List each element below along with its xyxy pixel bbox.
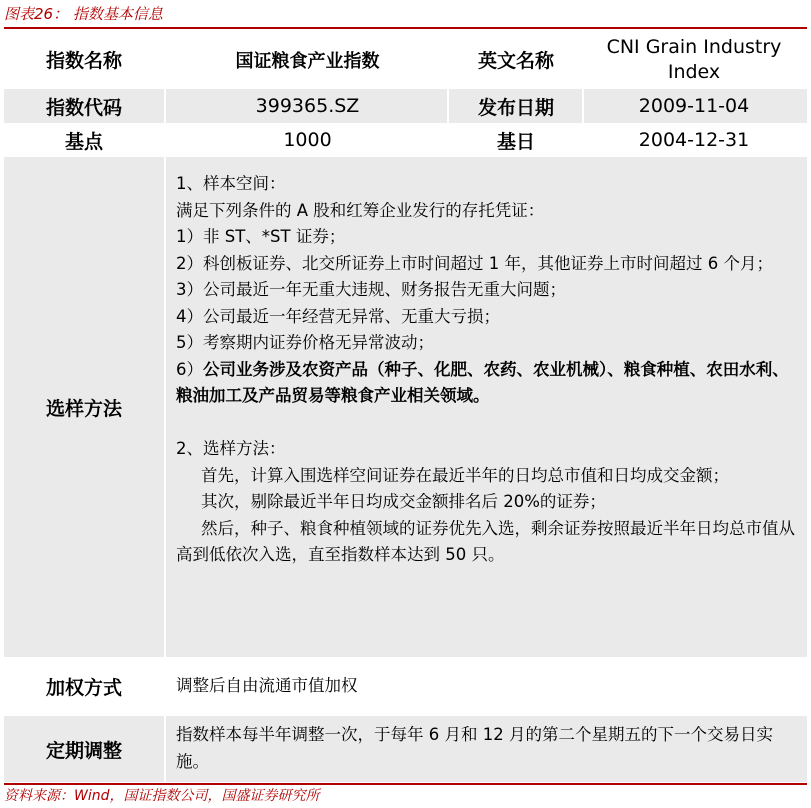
- row-base: [4, 124, 807, 156]
- value-english-name: [581, 31, 807, 88]
- condition-6: [176, 357, 798, 410]
- condition-3: 3）公司最近一年无重大违规、财务报告无重大问题；: [176, 280, 566, 299]
- value-index-code: 399365.SZ: [255, 95, 360, 117]
- condition-6-prefix: 6）: [176, 359, 203, 379]
- label-weighting: 加权方式: [45, 677, 122, 699]
- section2-title: 2、选样方法：: [176, 439, 286, 458]
- label-base-date: 基日: [496, 130, 535, 153]
- condition-1: 1）非 ST、*ST 证券；: [176, 227, 346, 246]
- english-name-line1: CNI Grain Industry: [606, 35, 782, 58]
- value-base-point: 1000: [283, 129, 332, 151]
- value-index-name: 国证粮食产业指数: [235, 50, 380, 72]
- step-1: 首先，计算入围选样空间证券在最近半年的日均总市值和日均成交金额；: [201, 465, 729, 485]
- selection-method-content: [176, 171, 798, 569]
- value-release-date: 2009-11-04: [638, 95, 750, 117]
- divider: [164, 716, 166, 782]
- spacer: [176, 410, 798, 437]
- value-base-date: 2004-12-31: [638, 129, 750, 151]
- label-english-name: 英文名称: [477, 50, 554, 72]
- condition-5: 5）考察期内证券价格无异常波动；: [176, 333, 434, 352]
- label-index-name: 指数名称: [45, 50, 122, 72]
- top-rule: [4, 27, 807, 29]
- figure-caption: 图表26： 指数基本信息: [4, 5, 163, 23]
- english-name-line2: Index: [667, 60, 721, 83]
- step-2: 其次，剔除最近半年日均成交金额排名后 20%的证券；: [201, 492, 606, 511]
- condition-6-text: 公司业务涉及农资产品（种子、化肥、农药、农业机械）、粮食种植、农田水利、粮油加工及产品贸易等粮食产业相关领域。: [176, 359, 789, 405]
- label-index-code: 指数代码: [45, 96, 122, 119]
- label-rebalance: 定期调整: [45, 739, 122, 762]
- row-index-code: [4, 89, 807, 123]
- value-weighting: 调整后自由流通市值加权: [176, 676, 358, 695]
- divider: [164, 157, 166, 657]
- label-selection-method: 选样方法: [45, 397, 122, 420]
- step-3: 然后，种子、粮食种植领域的证券优先入选，剩余证券按照最近半年日均总市值从高到低依次入选，直至指数样本达到 50 只。: [176, 518, 795, 564]
- label-release-date: 发布日期: [477, 96, 554, 119]
- condition-2: 2）科创板证券、北交所证券上市时间超过 1 年，其他证券上市时间超过 6 个月；: [176, 253, 773, 273]
- source-note: 资料来源：Wind，国证指数公司，国盛证券研究所: [4, 788, 320, 804]
- section1-intro: 满足下列条件的 A 股和红筹企业发行的存托凭证：: [176, 200, 545, 220]
- condition-4: 4）公司最近一年经营无异常、无重大亏损；: [176, 306, 500, 326]
- value-rebalance: 指数样本每半年调整一次，于每年 6 月和 12 月的第二个星期五的下一个交易日实施。: [176, 725, 773, 771]
- row-index-name: [4, 31, 807, 88]
- bottom-rule: [4, 783, 807, 785]
- section1-title: 1、样本空间：: [176, 174, 286, 193]
- label-base-point: 基点: [64, 130, 103, 153]
